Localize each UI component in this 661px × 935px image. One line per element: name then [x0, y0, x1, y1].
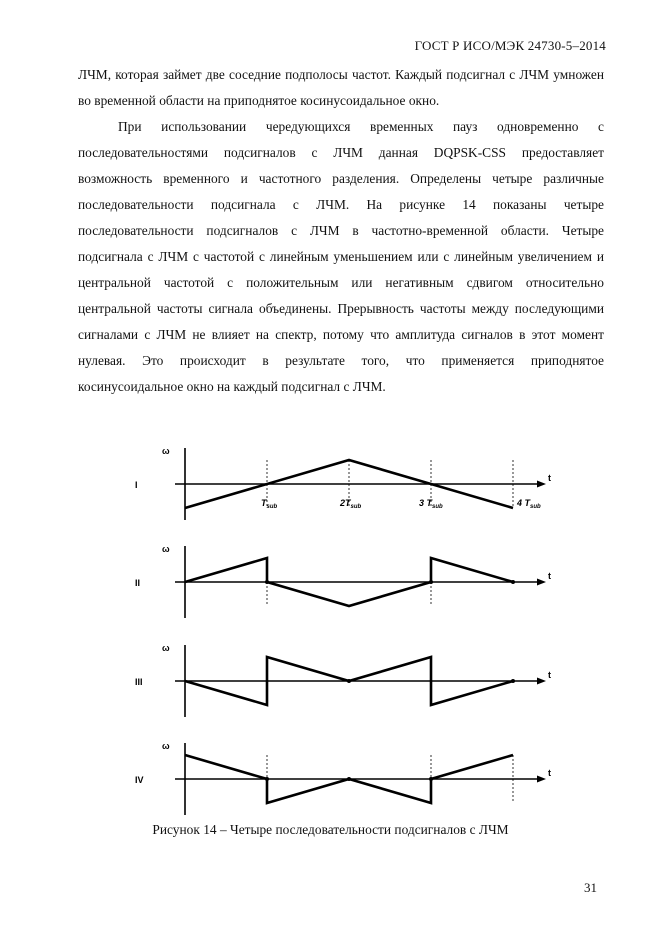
x-axis-arrow	[537, 481, 546, 488]
omega-label: ω	[162, 544, 170, 554]
tick-label: 4 $T_{sub}$	[517, 498, 541, 510]
zero-point	[511, 679, 515, 683]
zero-point	[429, 580, 433, 584]
tick-label: $T_{sub}$	[261, 498, 278, 510]
t-label: t	[548, 768, 551, 778]
zero-point	[347, 679, 351, 683]
t-label: t	[548, 571, 551, 581]
paragraph-2: При использовании чередующихся временных пауз одновременно с последовательностями подсигналов с ЛЧМ данная DQPSK-CSS предоставляет возможность временного и частотного разделения. Определены четыре различные последовательности подсигнала с ЛЧМ. На рисунке 14 показаны четыре последовательности подсигналов с ЛЧМ в частотно-временной области. Четыре подсигнала с ЛЧМ с частотой с линейным уменьшением или с линейным увеличением и центральной частотой с положительным или негативным сдвигом относительно центральной частоты сигнала объединены. Прерывность частоты между последующими сигналами с ЛЧМ не влияет на спектр, потому что амплитуда сигналов в этот момент нулевая. Это происходит в результате того, что применяется приподнятое косинусоидальное окно на каждый подсигнал с ЛЧМ.	[78, 119, 604, 394]
zero-point	[265, 777, 269, 781]
zero-point	[511, 580, 515, 584]
figure-14	[120, 436, 560, 816]
x-axis-arrow	[537, 678, 546, 685]
zero-point	[347, 777, 351, 781]
zero-point	[429, 777, 433, 781]
x-axis-arrow	[537, 776, 546, 783]
panel-label: I	[135, 480, 138, 490]
zero-point	[265, 580, 269, 584]
omega-label: ω	[162, 741, 170, 751]
tick-label: $2T_{sub}$	[340, 498, 362, 510]
omega-label: ω	[162, 643, 170, 653]
panel-label: II	[135, 578, 141, 588]
t-label: t	[548, 473, 551, 483]
panel-label: III	[135, 677, 143, 687]
figure-caption: Рисунок 14 – Четыре последовательности подсигналов с ЛЧМ	[152, 822, 509, 837]
page-number: 31	[584, 880, 597, 895]
t-label: t	[548, 670, 551, 680]
omega-label: ω	[162, 446, 170, 456]
x-axis-arrow	[537, 579, 546, 586]
panel-label: IV	[135, 775, 144, 785]
tick-label: 3 $T_{sub}$	[419, 498, 443, 510]
paragraph-1: ЛЧМ, которая займет две соседние подполосы частот. Каждый подсигнал с ЛЧМ умножен во временной области на приподнятое косинусоидальное окно.	[78, 67, 604, 108]
chirp-sequence-diagram	[120, 436, 560, 816]
document-header: ГОСТ Р ИСО/МЭК 24730-5–2014	[414, 38, 606, 53]
